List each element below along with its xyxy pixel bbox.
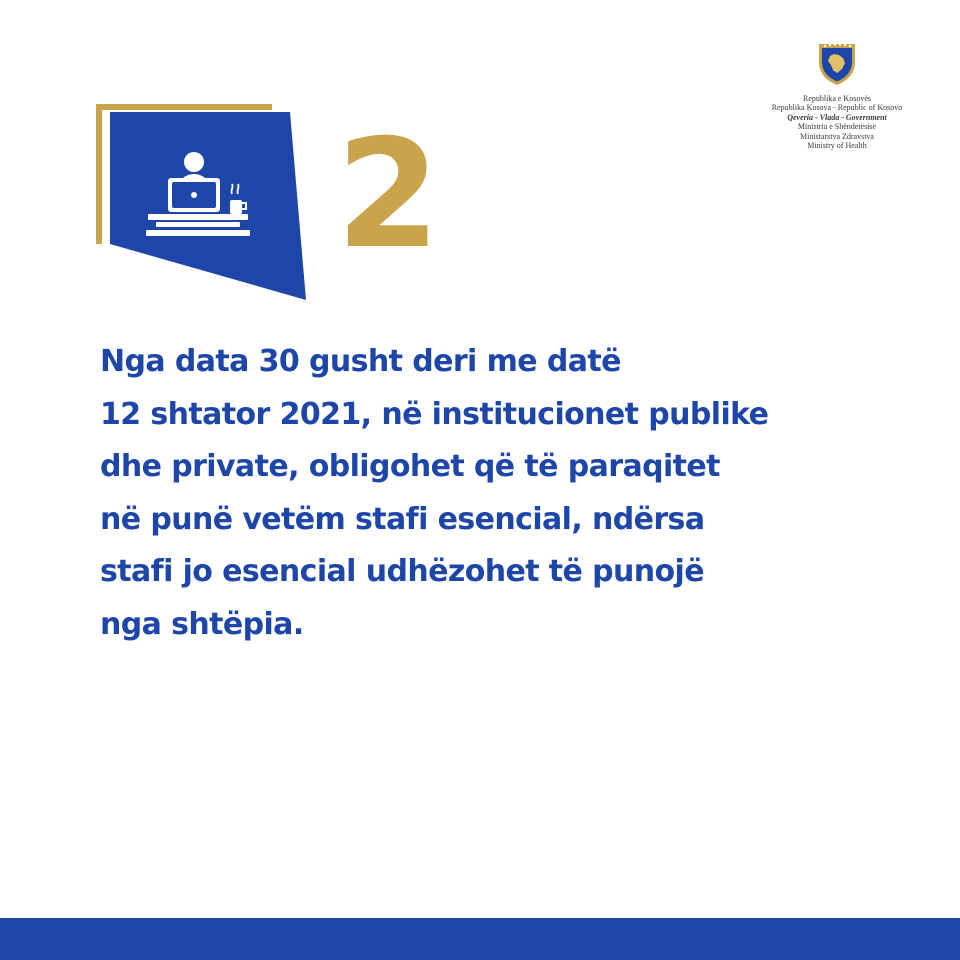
bottom-brand-bar bbox=[0, 918, 960, 960]
header-line-republic-sr-en: Republika Kosova - Republic of Kosovo bbox=[771, 103, 903, 113]
kosovo-coat-of-arms-icon bbox=[817, 40, 857, 86]
step-number: 2 bbox=[336, 108, 439, 282]
header-line-ministry-sr: Ministarstva Zdravstva bbox=[800, 131, 874, 141]
announcement-line: Nga data 30 gusht deri me datë bbox=[100, 344, 621, 379]
step-icon-panel bbox=[96, 104, 310, 304]
announcement-line: në punë vetëm stafi esencial, ndërsa bbox=[100, 501, 705, 537]
announcement-line: dhe private, obligohet që të paraqitet bbox=[100, 449, 720, 484]
announcement-text bbox=[100, 336, 940, 651]
government-header bbox=[752, 40, 922, 150]
announcement-line: stafi jo esencial udhëzohet të punojë bbox=[100, 554, 704, 589]
header-line-ministry-en: Ministry of Health bbox=[807, 141, 867, 151]
header-line-government: Qeveria - Vlada - Government bbox=[787, 112, 887, 122]
header-line-republic-sq: Republika e Kosovës bbox=[803, 94, 871, 103]
header-line-ministry-sq: Ministria e Shëndetësisë bbox=[797, 122, 877, 132]
announcement-line: 12 shtator 2021, në institucionet publike bbox=[100, 396, 769, 432]
announcement-line: nga shtëpia. bbox=[100, 606, 304, 642]
